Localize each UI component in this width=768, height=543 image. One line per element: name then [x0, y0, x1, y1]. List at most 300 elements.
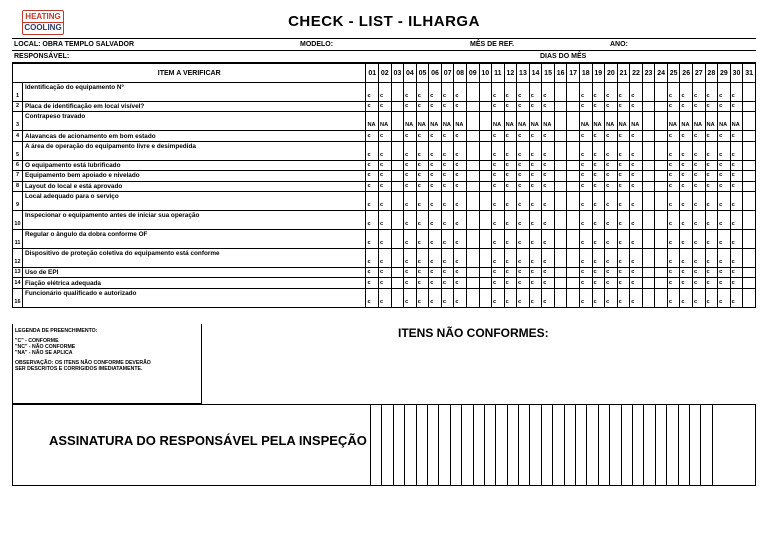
day-cell[interactable]: c — [517, 83, 530, 102]
day-cell[interactable]: c — [705, 267, 718, 277]
day-cell[interactable]: c — [454, 141, 467, 160]
day-cell[interactable] — [479, 131, 492, 141]
day-cell[interactable] — [655, 210, 668, 229]
day-cell[interactable]: c — [617, 229, 630, 248]
day-cell[interactable]: c — [692, 248, 705, 267]
signature-day-box[interactable] — [381, 405, 392, 485]
day-cell[interactable]: NA — [579, 112, 592, 131]
day-cell[interactable]: c — [542, 83, 555, 102]
day-cell[interactable]: c — [529, 210, 542, 229]
day-cell[interactable]: c — [529, 288, 542, 307]
day-cell[interactable]: c — [579, 288, 592, 307]
day-cell[interactable] — [642, 160, 655, 170]
day-cell[interactable] — [554, 160, 567, 170]
day-cell[interactable] — [466, 191, 479, 210]
day-cell[interactable] — [391, 112, 404, 131]
day-cell[interactable]: c — [441, 278, 454, 288]
day-cell[interactable] — [567, 131, 580, 141]
day-cell[interactable]: c — [441, 141, 454, 160]
day-cell[interactable]: c — [441, 102, 454, 112]
day-cell[interactable]: c — [692, 131, 705, 141]
day-cell[interactable]: c — [542, 181, 555, 191]
day-cell[interactable]: c — [680, 288, 693, 307]
day-cell[interactable] — [642, 278, 655, 288]
day-cell[interactable]: c — [454, 83, 467, 102]
day-cell[interactable]: c — [492, 267, 505, 277]
day-cell[interactable]: c — [379, 171, 392, 181]
day-cell[interactable]: c — [517, 141, 530, 160]
day-cell[interactable] — [567, 171, 580, 181]
day-cell[interactable]: c — [366, 288, 379, 307]
day-cell[interactable]: c — [379, 83, 392, 102]
day-cell[interactable]: c — [416, 171, 429, 181]
day-cell[interactable] — [554, 288, 567, 307]
day-cell[interactable] — [466, 112, 479, 131]
day-cell[interactable]: c — [617, 181, 630, 191]
day-cell[interactable]: c — [366, 102, 379, 112]
day-cell[interactable] — [466, 210, 479, 229]
day-cell[interactable]: c — [529, 131, 542, 141]
day-cell[interactable]: c — [680, 102, 693, 112]
day-cell[interactable]: c — [667, 131, 680, 141]
day-cell[interactable]: c — [492, 288, 505, 307]
day-cell[interactable]: c — [416, 160, 429, 170]
day-cell[interactable]: c — [429, 278, 442, 288]
day-cell[interactable]: c — [492, 131, 505, 141]
day-cell[interactable]: c — [542, 267, 555, 277]
day-cell[interactable]: c — [592, 278, 605, 288]
day-cell[interactable]: c — [579, 141, 592, 160]
day-cell[interactable]: c — [529, 278, 542, 288]
day-cell[interactable] — [655, 83, 668, 102]
day-cell[interactable] — [479, 229, 492, 248]
day-cell[interactable]: c — [542, 210, 555, 229]
day-cell[interactable]: c — [542, 102, 555, 112]
day-cell[interactable] — [466, 267, 479, 277]
day-cell[interactable]: c — [429, 181, 442, 191]
day-cell[interactable]: c — [705, 191, 718, 210]
day-cell[interactable] — [642, 102, 655, 112]
day-cell[interactable]: c — [416, 102, 429, 112]
day-cell[interactable]: c — [454, 191, 467, 210]
day-cell[interactable] — [655, 248, 668, 267]
day-cell[interactable]: c — [605, 181, 618, 191]
day-cell[interactable] — [642, 229, 655, 248]
day-cell[interactable] — [554, 112, 567, 131]
day-cell[interactable] — [479, 171, 492, 181]
day-cell[interactable] — [554, 210, 567, 229]
day-cell[interactable]: c — [542, 160, 555, 170]
day-cell[interactable]: c — [605, 248, 618, 267]
day-cell[interactable] — [479, 181, 492, 191]
day-cell[interactable]: c — [429, 267, 442, 277]
day-cell[interactable] — [567, 210, 580, 229]
day-cell[interactable]: c — [504, 191, 517, 210]
day-cell[interactable] — [655, 288, 668, 307]
day-cell[interactable]: c — [718, 171, 731, 181]
day-cell[interactable] — [391, 278, 404, 288]
day-cell[interactable]: c — [692, 83, 705, 102]
day-cell[interactable]: c — [592, 229, 605, 248]
signature-day-box[interactable] — [427, 405, 438, 485]
day-cell[interactable]: c — [517, 131, 530, 141]
day-cell[interactable] — [554, 131, 567, 141]
day-cell[interactable]: c — [630, 288, 643, 307]
day-cell[interactable]: c — [366, 141, 379, 160]
day-cell[interactable]: c — [667, 229, 680, 248]
day-cell[interactable]: c — [454, 102, 467, 112]
day-cell[interactable]: c — [454, 229, 467, 248]
signature-day-box[interactable] — [655, 405, 666, 485]
day-cell[interactable]: c — [379, 278, 392, 288]
day-cell[interactable]: c — [416, 83, 429, 102]
day-cell[interactable]: c — [605, 267, 618, 277]
day-cell[interactable]: c — [492, 210, 505, 229]
day-cell[interactable] — [743, 248, 756, 267]
day-cell[interactable]: c — [416, 210, 429, 229]
day-cell[interactable]: c — [692, 288, 705, 307]
signature-day-box[interactable] — [643, 405, 654, 485]
day-cell[interactable] — [479, 83, 492, 102]
day-cell[interactable]: c — [705, 248, 718, 267]
day-cell[interactable]: c — [667, 267, 680, 277]
day-cell[interactable]: c — [504, 102, 517, 112]
day-cell[interactable]: c — [579, 229, 592, 248]
day-cell[interactable] — [655, 141, 668, 160]
day-cell[interactable]: c — [441, 288, 454, 307]
day-cell[interactable]: c — [416, 141, 429, 160]
signature-day-box[interactable] — [518, 405, 529, 485]
day-cell[interactable]: c — [617, 83, 630, 102]
signature-day-box[interactable] — [438, 405, 449, 485]
day-cell[interactable]: c — [441, 131, 454, 141]
day-cell[interactable]: c — [379, 160, 392, 170]
day-cell[interactable]: c — [730, 229, 743, 248]
day-cell[interactable] — [743, 83, 756, 102]
day-cell[interactable]: c — [529, 267, 542, 277]
day-cell[interactable]: NA — [492, 112, 505, 131]
day-cell[interactable]: NA — [605, 112, 618, 131]
day-cell[interactable]: c — [454, 248, 467, 267]
day-cell[interactable]: c — [680, 171, 693, 181]
signature-day-box[interactable] — [529, 405, 540, 485]
day-cell[interactable]: c — [605, 210, 618, 229]
signature-day-box[interactable] — [586, 405, 597, 485]
day-cell[interactable] — [743, 112, 756, 131]
day-cell[interactable] — [391, 131, 404, 141]
day-cell[interactable] — [642, 210, 655, 229]
day-cell[interactable]: c — [529, 141, 542, 160]
day-cell[interactable]: c — [492, 248, 505, 267]
day-cell[interactable]: c — [605, 229, 618, 248]
signature-day-box[interactable] — [461, 405, 472, 485]
day-cell[interactable]: NA — [454, 112, 467, 131]
day-cell[interactable]: c — [705, 278, 718, 288]
day-cell[interactable]: c — [617, 288, 630, 307]
day-cell[interactable]: c — [504, 181, 517, 191]
signature-day-box[interactable] — [416, 405, 427, 485]
day-cell[interactable]: c — [504, 131, 517, 141]
day-cell[interactable]: c — [404, 229, 417, 248]
day-cell[interactable]: c — [579, 181, 592, 191]
day-cell[interactable] — [391, 288, 404, 307]
day-cell[interactable] — [655, 229, 668, 248]
day-cell[interactable]: c — [529, 171, 542, 181]
day-cell[interactable]: c — [680, 278, 693, 288]
day-cell[interactable]: c — [429, 160, 442, 170]
day-cell[interactable]: c — [605, 288, 618, 307]
day-cell[interactable]: c — [718, 191, 731, 210]
day-cell[interactable]: c — [730, 171, 743, 181]
day-cell[interactable]: c — [730, 131, 743, 141]
day-cell[interactable]: c — [441, 171, 454, 181]
day-cell[interactable]: c — [379, 267, 392, 277]
day-cell[interactable]: c — [667, 141, 680, 160]
day-cell[interactable]: c — [718, 288, 731, 307]
day-cell[interactable] — [642, 171, 655, 181]
day-cell[interactable]: c — [542, 131, 555, 141]
day-cell[interactable]: NA — [542, 112, 555, 131]
day-cell[interactable]: c — [680, 210, 693, 229]
day-cell[interactable]: c — [492, 278, 505, 288]
day-cell[interactable]: c — [630, 278, 643, 288]
day-cell[interactable] — [567, 141, 580, 160]
signature-day-box[interactable] — [689, 405, 700, 485]
signature-day-box[interactable] — [609, 405, 620, 485]
day-cell[interactable]: c — [667, 248, 680, 267]
day-cell[interactable]: c — [416, 267, 429, 277]
day-cell[interactable]: c — [605, 141, 618, 160]
day-cell[interactable]: c — [404, 181, 417, 191]
day-cell[interactable]: NA — [429, 112, 442, 131]
day-cell[interactable]: c — [730, 141, 743, 160]
day-cell[interactable] — [743, 131, 756, 141]
day-cell[interactable]: c — [630, 171, 643, 181]
day-cell[interactable]: c — [617, 131, 630, 141]
day-cell[interactable] — [655, 112, 668, 131]
day-cell[interactable]: c — [404, 171, 417, 181]
day-cell[interactable]: c — [718, 278, 731, 288]
day-cell[interactable]: c — [492, 229, 505, 248]
day-cell[interactable]: NA — [517, 112, 530, 131]
day-cell[interactable]: c — [492, 141, 505, 160]
day-cell[interactable]: c — [592, 191, 605, 210]
day-cell[interactable]: c — [517, 210, 530, 229]
day-cell[interactable]: c — [692, 181, 705, 191]
day-cell[interactable]: c — [517, 278, 530, 288]
day-cell[interactable]: c — [718, 210, 731, 229]
day-cell[interactable]: c — [630, 160, 643, 170]
day-cell[interactable]: c — [379, 288, 392, 307]
day-cell[interactable]: c — [730, 160, 743, 170]
day-cell[interactable]: c — [617, 171, 630, 181]
day-cell[interactable]: c — [504, 210, 517, 229]
day-cell[interactable]: NA — [366, 112, 379, 131]
day-cell[interactable]: c — [667, 83, 680, 102]
day-cell[interactable]: c — [692, 191, 705, 210]
day-cell[interactable] — [567, 278, 580, 288]
day-cell[interactable]: c — [529, 191, 542, 210]
day-cell[interactable]: c — [592, 248, 605, 267]
day-cell[interactable]: c — [718, 181, 731, 191]
day-cell[interactable]: c — [680, 191, 693, 210]
day-cell[interactable]: c — [454, 171, 467, 181]
signature-day-box[interactable] — [495, 405, 506, 485]
day-cell[interactable] — [743, 171, 756, 181]
day-cell[interactable] — [642, 131, 655, 141]
day-cell[interactable] — [554, 278, 567, 288]
day-cell[interactable] — [466, 131, 479, 141]
day-cell[interactable] — [642, 267, 655, 277]
day-cell[interactable]: c — [667, 278, 680, 288]
day-cell[interactable]: NA — [441, 112, 454, 131]
day-cell[interactable]: c — [379, 210, 392, 229]
day-cell[interactable]: c — [542, 141, 555, 160]
signature-day-box[interactable] — [700, 405, 711, 485]
day-cell[interactable]: c — [730, 288, 743, 307]
day-cell[interactable]: c — [529, 83, 542, 102]
day-cell[interactable] — [655, 278, 668, 288]
day-cell[interactable]: c — [492, 171, 505, 181]
day-cell[interactable] — [466, 171, 479, 181]
day-cell[interactable] — [479, 267, 492, 277]
day-cell[interactable]: NA — [718, 112, 731, 131]
day-cell[interactable]: c — [730, 210, 743, 229]
signature-day-box[interactable] — [678, 405, 689, 485]
day-cell[interactable]: c — [404, 131, 417, 141]
day-cell[interactable]: c — [667, 288, 680, 307]
day-cell[interactable]: c — [617, 210, 630, 229]
day-cell[interactable]: NA — [705, 112, 718, 131]
day-cell[interactable] — [743, 102, 756, 112]
day-cell[interactable]: c — [366, 171, 379, 181]
day-cell[interactable]: c — [379, 141, 392, 160]
day-cell[interactable] — [642, 191, 655, 210]
day-cell[interactable] — [642, 181, 655, 191]
day-cell[interactable]: c — [441, 191, 454, 210]
day-cell[interactable]: c — [492, 181, 505, 191]
day-cell[interactable]: c — [429, 248, 442, 267]
day-cell[interactable]: c — [718, 102, 731, 112]
day-cell[interactable]: c — [504, 288, 517, 307]
day-cell[interactable] — [466, 288, 479, 307]
day-cell[interactable] — [479, 112, 492, 131]
day-cell[interactable]: c — [517, 229, 530, 248]
day-cell[interactable]: c — [705, 102, 718, 112]
day-cell[interactable]: c — [542, 191, 555, 210]
day-cell[interactable] — [743, 181, 756, 191]
day-cell[interactable]: c — [705, 210, 718, 229]
day-cell[interactable] — [466, 278, 479, 288]
day-cell[interactable]: c — [718, 267, 731, 277]
day-cell[interactable] — [391, 102, 404, 112]
signature-day-box[interactable] — [666, 405, 677, 485]
day-cell[interactable]: c — [592, 171, 605, 181]
signature-day-box[interactable] — [484, 405, 495, 485]
day-cell[interactable]: c — [605, 83, 618, 102]
day-cell[interactable]: NA — [680, 112, 693, 131]
day-cell[interactable]: c — [429, 102, 442, 112]
day-cell[interactable]: c — [542, 278, 555, 288]
day-cell[interactable]: c — [504, 278, 517, 288]
signature-day-box[interactable] — [404, 405, 415, 485]
day-cell[interactable] — [479, 248, 492, 267]
day-cell[interactable]: c — [579, 160, 592, 170]
day-cell[interactable] — [466, 83, 479, 102]
day-cell[interactable]: c — [718, 131, 731, 141]
day-cell[interactable] — [554, 267, 567, 277]
day-cell[interactable]: c — [630, 83, 643, 102]
day-cell[interactable] — [655, 171, 668, 181]
day-cell[interactable] — [567, 160, 580, 170]
day-cell[interactable]: c — [517, 248, 530, 267]
day-cell[interactable]: c — [718, 229, 731, 248]
day-cell[interactable]: c — [517, 288, 530, 307]
day-cell[interactable] — [479, 288, 492, 307]
day-cell[interactable] — [567, 102, 580, 112]
day-cell[interactable]: c — [542, 288, 555, 307]
day-cell[interactable] — [655, 267, 668, 277]
day-cell[interactable]: c — [730, 83, 743, 102]
day-cell[interactable]: c — [379, 248, 392, 267]
signature-day-box[interactable] — [393, 405, 404, 485]
day-cell[interactable]: c — [504, 267, 517, 277]
day-cell[interactable]: c — [592, 267, 605, 277]
day-cell[interactable]: c — [404, 278, 417, 288]
signature-day-box[interactable] — [541, 405, 552, 485]
day-cell[interactable]: c — [667, 171, 680, 181]
day-cell[interactable]: c — [454, 288, 467, 307]
day-cell[interactable]: c — [692, 141, 705, 160]
day-cell[interactable]: c — [730, 267, 743, 277]
day-cell[interactable] — [554, 83, 567, 102]
day-cell[interactable] — [391, 141, 404, 160]
day-cell[interactable]: c — [630, 191, 643, 210]
day-cell[interactable] — [554, 229, 567, 248]
day-cell[interactable]: c — [404, 141, 417, 160]
day-cell[interactable] — [567, 83, 580, 102]
day-cell[interactable]: NA — [592, 112, 605, 131]
day-cell[interactable]: c — [705, 288, 718, 307]
day-cell[interactable] — [479, 210, 492, 229]
day-cell[interactable]: c — [492, 83, 505, 102]
day-cell[interactable]: c — [429, 210, 442, 229]
day-cell[interactable] — [554, 171, 567, 181]
day-cell[interactable] — [466, 102, 479, 112]
day-cell[interactable]: c — [680, 83, 693, 102]
day-cell[interactable]: NA — [379, 112, 392, 131]
day-cell[interactable] — [391, 160, 404, 170]
day-cell[interactable]: c — [404, 210, 417, 229]
day-cell[interactable]: NA — [529, 112, 542, 131]
day-cell[interactable]: c — [617, 267, 630, 277]
signature-day-box[interactable] — [575, 405, 586, 485]
day-cell[interactable]: c — [680, 248, 693, 267]
day-cell[interactable]: c — [366, 267, 379, 277]
day-cell[interactable]: c — [441, 181, 454, 191]
day-cell[interactable]: c — [416, 248, 429, 267]
day-cell[interactable]: c — [504, 171, 517, 181]
day-cell[interactable]: NA — [404, 112, 417, 131]
day-cell[interactable]: c — [617, 160, 630, 170]
day-cell[interactable]: NA — [504, 112, 517, 131]
day-cell[interactable]: c — [730, 181, 743, 191]
day-cell[interactable]: c — [705, 171, 718, 181]
day-cell[interactable]: c — [692, 278, 705, 288]
day-cell[interactable]: c — [579, 102, 592, 112]
day-cell[interactable]: c — [416, 181, 429, 191]
day-cell[interactable]: c — [517, 171, 530, 181]
